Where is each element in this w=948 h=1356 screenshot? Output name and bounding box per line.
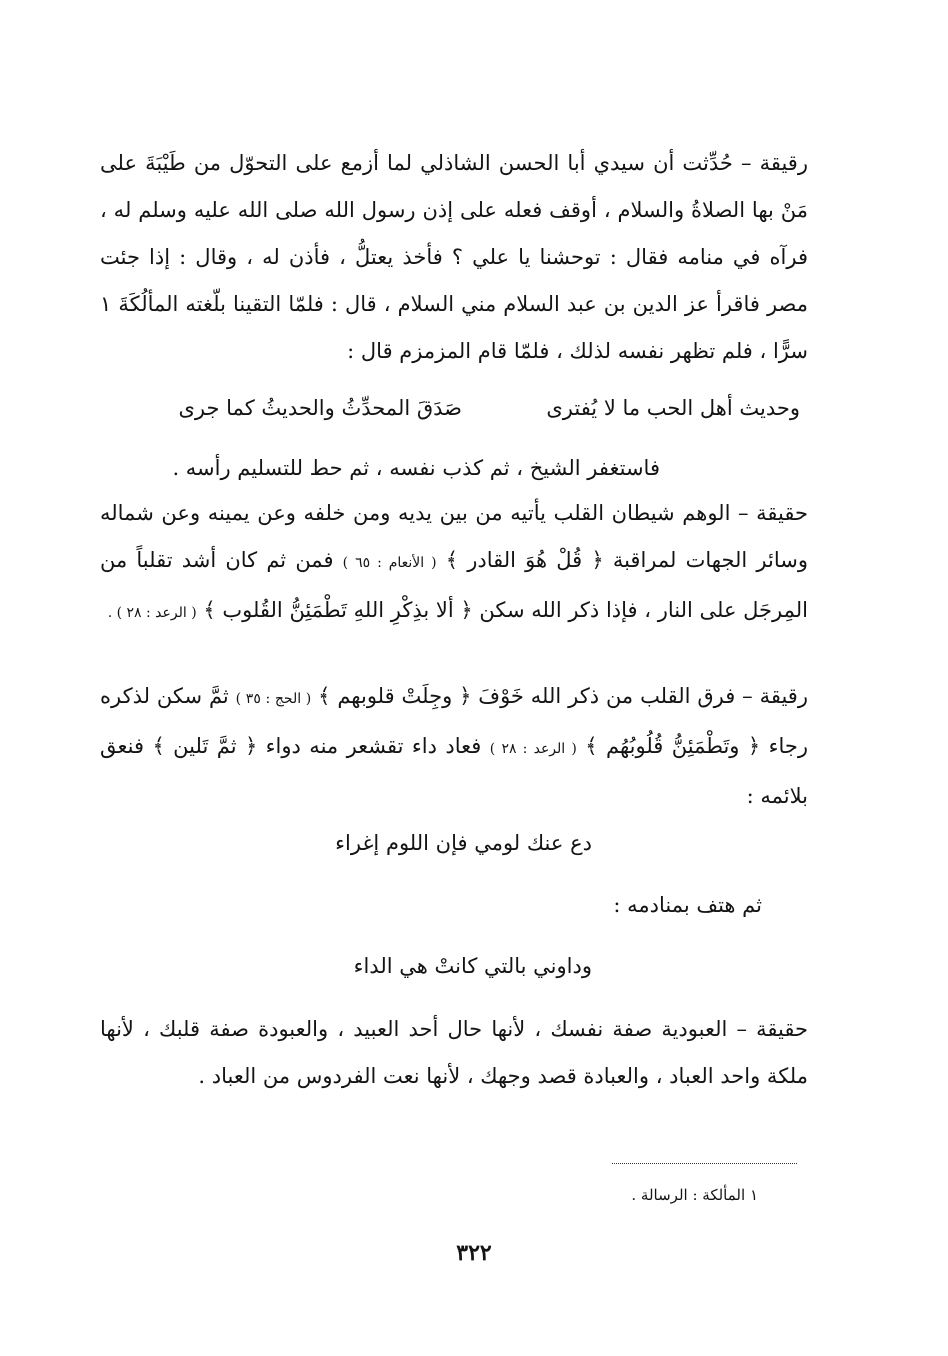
- paragraph-haqiqa-wahm: [100, 490, 808, 637]
- paragraph-istighfar: فاستغفر الشيخ ، ثم كذب نفسه ، ثم حط للتسليم رأسه .: [172, 456, 660, 480]
- raqiqa-farq-text: رقيقة – فرق القلب من ذكر الله خَوْفَ ﴿ وجِلَتْ قلوبهم ﴾: [318, 684, 808, 708]
- paragraph-hatafa: ثم هتف بمنادمه :: [613, 893, 762, 917]
- quran-reference: ( الحج : ٣٥ ): [235, 691, 312, 707]
- quran-reference: ( الرعد : ٢٨ ) .: [107, 605, 197, 621]
- raqiqa-farq-continuation: ثمَّ سكن لذكره رجاء ﴿ وتَطْمَئِنُّ قُلُوبُهُم ﴾: [100, 684, 808, 758]
- haqiqa-wahm-continuation: فمن ثم كان أشد تقلباً من المِرجَل على النار ، فإذا ذكر الله سكن ﴿ ألا بذِكْرِ اللهِ تَطْمَئِنُّ القُلوب ﴾: [100, 548, 808, 622]
- verse-dawini: وداوني بالتي كانتْ هي الداء: [353, 954, 592, 978]
- paragraph-raqiqa-farq: [100, 673, 808, 820]
- verse-hemistich-first: صَدَقَ المحدِّثُ والحديثُ كما جرى: [178, 396, 462, 420]
- footnote: ١ المألكة : الرسالة .: [631, 1186, 758, 1204]
- paragraph-haqiqa-ubudiyya: حقيقة – العبودية صفة نفسك ، لأنها حال أحد العبيد ، والعبودة صفة قلبك ، لأنها ملكة واحد العباد ، والعبادة قصد وجهك ، لأنها نعت الفردوس من العباد .: [100, 1017, 808, 1088]
- page-number: ٣٢٢: [456, 1240, 492, 1266]
- paragraph-raqiqa-shadhili: رقيقة – حُدِّثت أن سيدي أبا الحسن الشاذلي لما أزمع على التحوّل من طَيْبَةَ على مَنْ بها الصلاةُ والسلام ، أوقف فعله على إذن رسول الله صلى الله عليه وسلم له ، فرآه في منامه فقال : توحشنا يا علي ؟ فأخذ يعتلُّ ، فأذن له ، وقال : إذا جئت مصر فاقرأ عز الدين بن عبد السلام مني السلام ، قال : فلمّا التقينا بلّغته المألُكَةَ ١ سرًّا ، فلم تظهر نفسه لذلك ، فلمّا قام المزمزم قال :: [100, 151, 808, 363]
- footnote-divider: [612, 1163, 797, 1164]
- quran-reference: ( الأنعام : ٦٥ ): [342, 555, 437, 571]
- quran-reference: ( الرعد : ٢٨ ): [489, 741, 577, 757]
- verse-da-anka: دع عنك لومي فإن اللوم إغراء: [335, 831, 592, 855]
- raqiqa-farq-ending: فعاد داء تقشعر منه دواء ﴿ ثمَّ تَلين ﴾ فنعق بلائمه :: [100, 734, 808, 808]
- verse-hemistich-second: وحديث أهل الحب ما لا يُفترى: [546, 396, 800, 420]
- haqiqa-wahm-text: حقيقة – الوهم شيطان القلب يأتيه من بين يديه ومن خلفه وعن يمينه وعن شماله وسائر الجهات لمراقبة ﴿ قُلْ هُوَ القادر ﴾: [100, 501, 808, 572]
